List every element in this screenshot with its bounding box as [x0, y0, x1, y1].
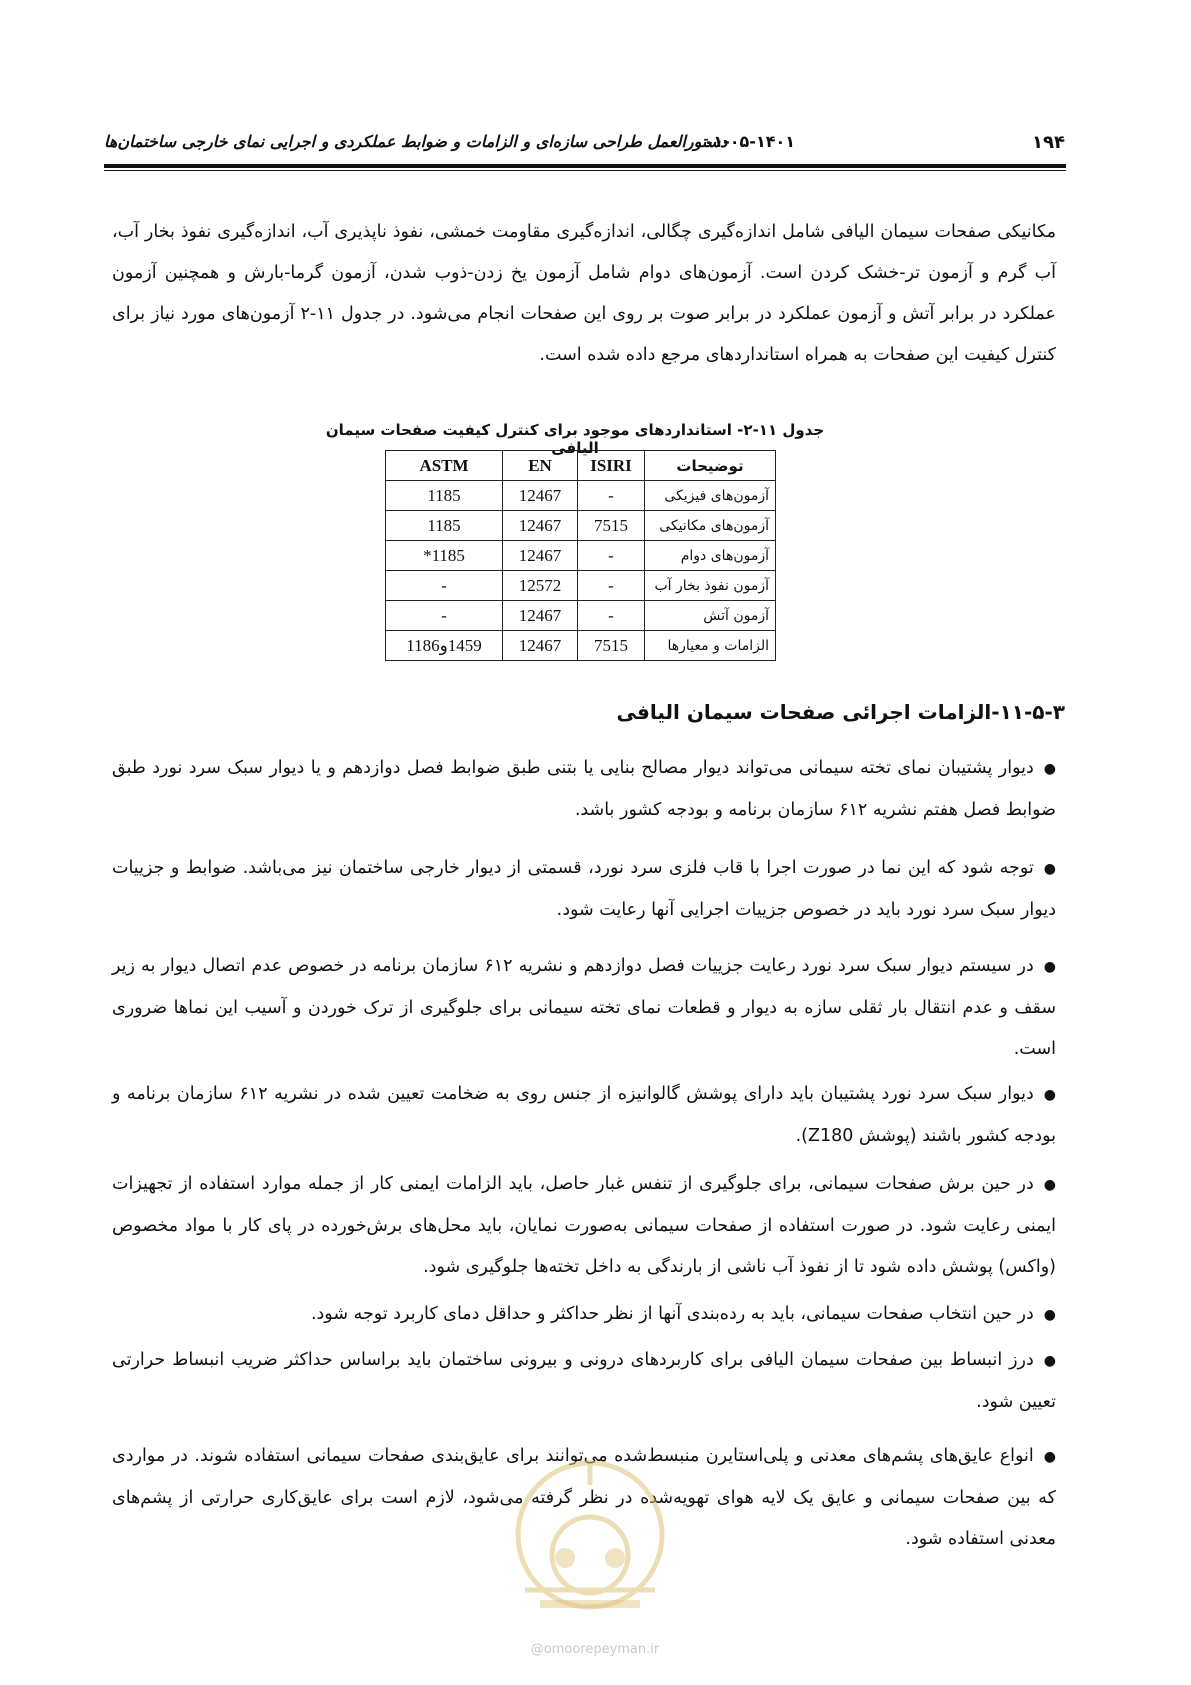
- row-description: آزمون‌های دوام: [645, 541, 776, 571]
- bullet-item: [112, 1074, 1056, 1157]
- bullet-icon: ●: [1043, 861, 1056, 877]
- col-header-astm: ASTM: [386, 451, 503, 481]
- bullet-item: [112, 946, 1056, 1070]
- bullet-icon: ●: [1043, 761, 1056, 777]
- bullet-item: [112, 1340, 1056, 1423]
- watermark-url: @omoorepeyman.ir: [530, 1642, 660, 1657]
- page-header: [104, 128, 1065, 158]
- row-description: آزمون نفوذ بخار آب: [645, 571, 776, 601]
- row-astm: 1185: [386, 511, 503, 541]
- col-header-description: توضیحات: [645, 451, 776, 481]
- header-title: دستورالعمل طراحی سازه‌ای و الزامات و ضوابط عملکردی و اجرایی نمای خارجی ساختمان‌ها: [104, 132, 728, 151]
- row-astm: 1459و1186: [386, 631, 503, 661]
- row-astm: -: [386, 601, 503, 631]
- header-rule-thin: [104, 170, 1066, 171]
- bullet-icon: ●: [1043, 1449, 1056, 1465]
- bullet-icon: ●: [1043, 1307, 1056, 1323]
- bullet-text: انواع عایق‌های پشم‌های معدنی و پلی‌استایرن منبسط‌شده می‌توانند برای عایق‌بندی صفحات سیمانی استفاده شوند. در مواردی که بین صفحات سیمانی و عایق یک لایه هوای تهویه‌شده در نظر گرفته می‌شود، لازم است برای عایق‌کاری حرارتی از پشم‌های معدنی استفاده شود.: [112, 1446, 1056, 1549]
- bullet-text: در سیستم دیوار سبک سرد نورد رعایت جزییات فصل دوازدهم و نشریه ۶۱۲ سازمان برنامه در خصوص عدم اتصال دیوار به زیر سقف و عدم انتقال بار ثقلی سازه به دیوار و قطعات نمای تخته سیمانی برای جلوگیری از ترک خوردن و آسیب این نماها ضروری است.: [112, 956, 1056, 1059]
- row-isiri: -: [578, 571, 645, 601]
- row-astm: 1185: [386, 481, 503, 511]
- bullet-text: دیوار پشتیبان نمای تخته سیمانی می‌تواند دیوار مصالح بنایی یا بتنی طبق ضوابط فصل دوازدهم و یا دیوار سبک سرد نورد طبق ضوابط فصل هفتم نشریه ۶۱۲ سازمان برنامه و بودجه کشور باشد.: [112, 758, 1056, 820]
- col-header-en: EN: [503, 451, 578, 481]
- header-rule-thick: [104, 164, 1066, 168]
- row-en: 12467: [503, 511, 578, 541]
- bullet-text: در حین برش صفحات سیمانی، برای جلوگیری از تنفس غبار حاصل، باید الزامات ایمنی کار از جمله موارد استفاده از تجهیزات ایمنی رعایت شود. در صورت استفاده از صفحات سیمانی به‌صورت نمایان، باید محل‌های برش‌خورده در پای کار با مواد مخصوص (واکس) پوشش داده شود تا از نفوذ آب ناشی از بارندگی به داخل تخته‌ها جلوگیری شود.: [112, 1174, 1056, 1277]
- bullet-item: [112, 848, 1056, 931]
- intro-paragraph: مکانیکی صفحات سیمان الیافی شامل اندازه‌گیری چگالی، اندازه‌گیری مقاومت خمشی، نفوذ ناپذیری آب، اندازه‌گیری نفوذ بخار آب، آب گرم و آزمون تر-خشک کردن است. آزمون‌های دوام شامل آزمون یخ زدن-ذوب شدن، آزمون گرما-بارش و همچنین آزمون عملکرد در برابر آتش و آزمون عملکرد در برابر صوت بر روی این صفحات انجام می‌شود. در جدول ۱۱-۲ آزمون‌های مورد نیاز برای کنترل کیفیت این صفحات به همراه استانداردهای مرجع داده شده است.: [112, 222, 1056, 365]
- row-isiri: -: [578, 481, 645, 511]
- table-row: [386, 631, 776, 661]
- bullet-text: در حین انتخاب صفحات سیمانی، باید به رده‌بندی آنها از نظر حداکثر و حداقل دمای کاربرد توجه شود.: [310, 1304, 1034, 1324]
- row-en: 12467: [503, 631, 578, 661]
- row-isiri: -: [578, 541, 645, 571]
- row-en: 12467: [503, 541, 578, 571]
- bullet-icon: ●: [1043, 1353, 1056, 1369]
- bullet-text: دیوار سبک سرد نورد پشتیبان باید دارای پوشش گالوانیزه از جنس روی به ضخامت تعیین شده در نشریه ۶۱۲ سازمان برنامه و بودجه کشور باشند (پوشش Z180).: [112, 1084, 1056, 1146]
- standards-table: [385, 450, 776, 661]
- row-description: آزمون‌های فیزیکی: [645, 481, 776, 511]
- bullet-icon: ●: [1043, 1177, 1056, 1193]
- page-number: ۱۹۴: [1032, 132, 1065, 153]
- row-isiri: 7515: [578, 631, 645, 661]
- table-row: [386, 481, 776, 511]
- bullet-text: توجه شود که این نما در صورت اجرا با قاب فلزی سرد نورد، قسمتی از دیوار خارجی ساختمان نیز می‌باشد. ضوابط و جزییات دیوار سبک سرد نورد باید در خصوص جزییات اجرایی آنها رعایت شود.: [112, 858, 1056, 920]
- row-description: آزمون آتش: [645, 601, 776, 631]
- table-header-row: [386, 451, 776, 481]
- row-description: آزمون‌های مکانیکی: [645, 511, 776, 541]
- bullet-item: [112, 1164, 1056, 1288]
- row-astm: 1185*: [386, 541, 503, 571]
- row-isiri: 7515: [578, 511, 645, 541]
- watermark-logo-icon: [505, 1440, 675, 1640]
- row-en: 12467: [503, 481, 578, 511]
- row-en: 12467: [503, 601, 578, 631]
- table-caption: جدول ۱۱-۲- استانداردهای موجود برای کنترل کیفیت صفحات سیمان الیافی: [325, 421, 825, 457]
- bullet-item: [112, 1294, 1056, 1336]
- row-astm: -: [386, 571, 503, 601]
- bullet-icon: ●: [1043, 959, 1056, 975]
- table-row: [386, 511, 776, 541]
- row-isiri: -: [578, 601, 645, 631]
- col-header-isiri: ISIRI: [578, 451, 645, 481]
- bullet-item: [112, 748, 1056, 831]
- header-date: ۰۱-۰۵-۱۴۰۱: [703, 132, 795, 151]
- row-en: 12572: [503, 571, 578, 601]
- row-description: الزامات و معیارها: [645, 631, 776, 661]
- section-title: ۱۱-۵-۳-الزامات اجرائی صفحات سیمان الیافی: [616, 700, 1065, 724]
- bullet-icon: ●: [1043, 1087, 1056, 1103]
- table-row: [386, 541, 776, 571]
- table-row: [386, 571, 776, 601]
- table-row: [386, 601, 776, 631]
- bullet-text: درز انبساط بین صفحات سیمان الیافی برای کاربردهای درونی و بیرونی ساختمان باید براساس حداکثر ضریب انبساط حرارتی تعیین شود.: [112, 1350, 1056, 1412]
